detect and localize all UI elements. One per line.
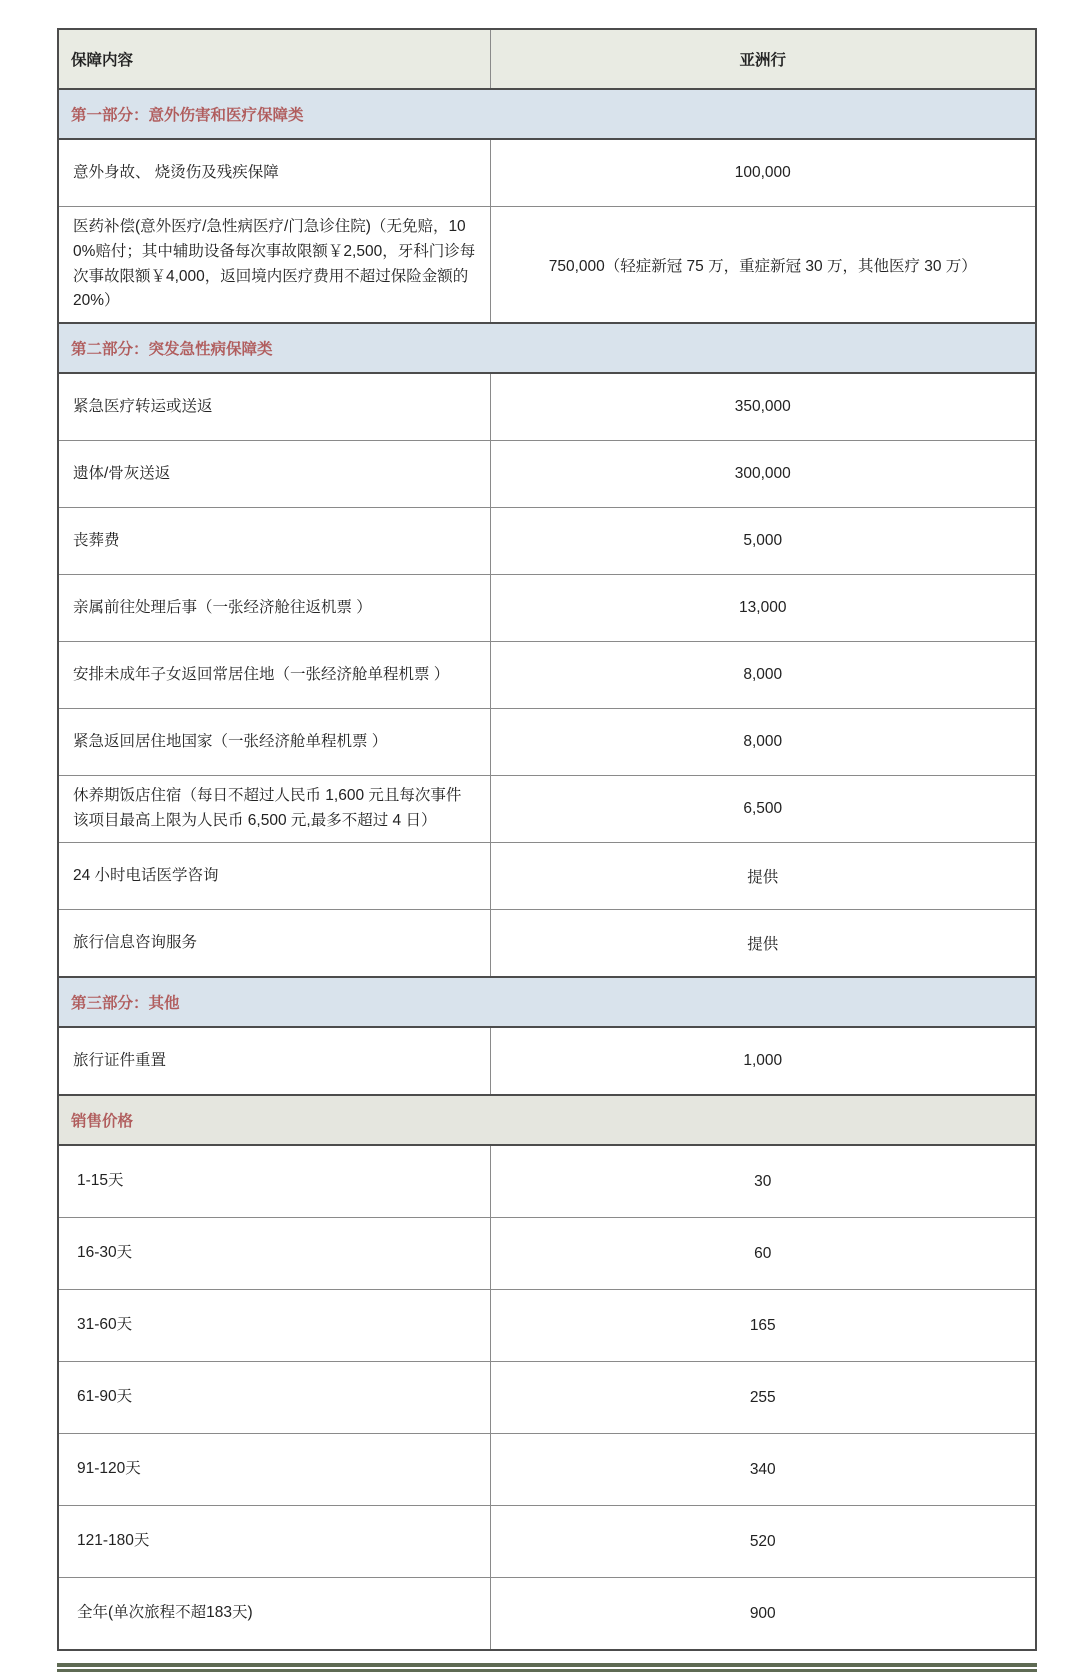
price-row <box>58 1506 1036 1578</box>
coverage-label: 医药补偿(意外医疗/急性病医疗/门急诊住院)（无免赔，100%赔付；其中辅助设备每次事故限额￥2,500，牙科门诊每次事故限额￥4,000，返回境内医疗费用不超过保险金额的 20%） <box>58 207 490 324</box>
coverage-value: 13,000 <box>490 575 1036 642</box>
coverage-label: 全年(单次旅程不超183天) <box>58 1578 490 1651</box>
coverage-label: 意外身故、 烧烫伤及残疾保障 <box>58 139 490 207</box>
section-title: 第三部分：其他 <box>58 977 1036 1027</box>
coverage-value: 165 <box>490 1290 1036 1362</box>
coverage-value: 100,000 <box>490 139 1036 207</box>
coverage-row <box>58 441 1036 508</box>
section-title: 第一部分：意外伤害和医疗保障类 <box>58 89 1036 139</box>
coverage-label: 遗体/骨灰送返 <box>58 441 490 508</box>
section-title: 第二部分：突发急性病保障类 <box>58 323 1036 373</box>
coverage-label: 24 小时电话医学咨询 <box>58 843 490 910</box>
coverage-value: 30 <box>490 1145 1036 1218</box>
section-header-row <box>58 1095 1036 1145</box>
coverage-row <box>58 776 1036 843</box>
coverage-label: 紧急医疗转运或送返 <box>58 373 490 441</box>
price-row <box>58 1434 1036 1506</box>
coverage-row <box>58 1027 1036 1095</box>
coverage-row <box>58 207 1036 324</box>
price-row <box>58 1218 1036 1290</box>
coverage-row <box>58 373 1036 441</box>
col-header-coverage: 保障内容 <box>58 29 490 89</box>
table-body <box>58 89 1036 1650</box>
coverage-label: 121-180天 <box>58 1506 490 1578</box>
price-row <box>58 1578 1036 1651</box>
coverage-value: 6,500 <box>490 776 1036 843</box>
coverage-row <box>58 709 1036 776</box>
coverage-label: 安排未成年子女返回常居住地（一张经济舱单程机票 ） <box>58 642 490 709</box>
coverage-value: 255 <box>490 1362 1036 1434</box>
coverage-label: 紧急返回居住地国家（一张经济舱单程机票 ） <box>58 709 490 776</box>
coverage-row <box>58 508 1036 575</box>
coverage-value: 60 <box>490 1218 1036 1290</box>
coverage-value: 8,000 <box>490 642 1036 709</box>
coverage-value: 8,000 <box>490 709 1036 776</box>
coverage-value: 1,000 <box>490 1027 1036 1095</box>
coverage-value: 340 <box>490 1434 1036 1506</box>
coverage-label: 91-120天 <box>58 1434 490 1506</box>
coverage-label: 休养期饭店住宿（每日不超过人民币 1,600 元且每次事件该项目最高上限为人民币 6,500 元,最多不超过 4 日） <box>58 776 490 843</box>
coverage-row <box>58 575 1036 642</box>
price-row <box>58 1362 1036 1434</box>
coverage-value: 350,000 <box>490 373 1036 441</box>
section-header-row <box>58 89 1036 139</box>
coverage-label: 61-90天 <box>58 1362 490 1434</box>
coverage-label: 丧葬费 <box>58 508 490 575</box>
coverage-value: 5,000 <box>490 508 1036 575</box>
footer-divider-rule <box>57 1663 1037 1672</box>
coverage-table <box>57 28 1037 1651</box>
col-header-plan: 亚洲行 <box>490 29 1036 89</box>
coverage-row <box>58 910 1036 978</box>
coverage-label: 31-60天 <box>58 1290 490 1362</box>
coverage-label: 旅行信息咨询服务 <box>58 910 490 978</box>
section-header-row <box>58 323 1036 373</box>
coverage-label: 16-30天 <box>58 1218 490 1290</box>
coverage-label: 1-15天 <box>58 1145 490 1218</box>
section-header-row <box>58 977 1036 1027</box>
coverage-value: 300,000 <box>490 441 1036 508</box>
price-row <box>58 1290 1036 1362</box>
coverage-label: 亲属前往处理后事（一张经济舱往返机票 ） <box>58 575 490 642</box>
coverage-row <box>58 139 1036 207</box>
coverage-value: 提供 <box>490 910 1036 978</box>
price-row <box>58 1145 1036 1218</box>
coverage-value: 900 <box>490 1578 1036 1651</box>
section-title: 销售价格 <box>58 1095 1036 1145</box>
table-header-row <box>58 29 1036 89</box>
coverage-value: 提供 <box>490 843 1036 910</box>
coverage-row <box>58 642 1036 709</box>
coverage-label: 旅行证件重置 <box>58 1027 490 1095</box>
table-header <box>58 29 1036 89</box>
coverage-value: 520 <box>490 1506 1036 1578</box>
coverage-value: 750,000（轻症新冠 75 万，重症新冠 30 万，其他医疗 30 万） <box>490 207 1036 324</box>
coverage-row <box>58 843 1036 910</box>
